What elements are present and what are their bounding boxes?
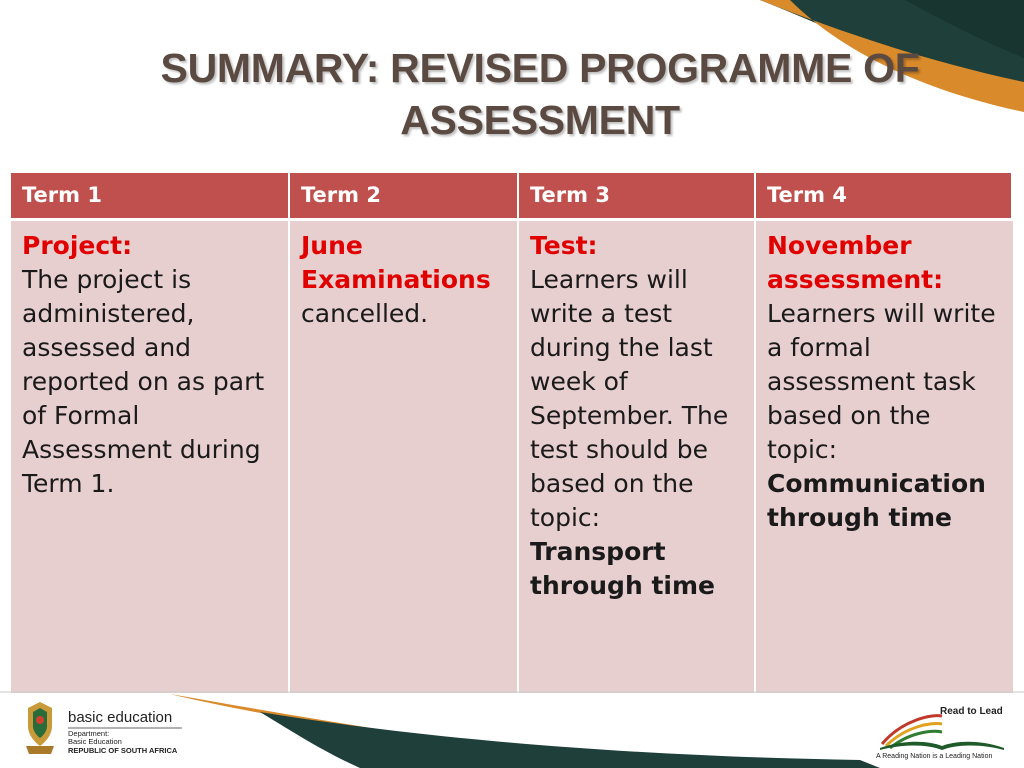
header-term-2: Term 2	[290, 173, 519, 221]
term-1-heading: Project:	[22, 231, 133, 260]
header-term-1: Term 1	[11, 173, 290, 221]
term-3-text: Learners will write a test during the last week of September. The test should be based on the topic:	[530, 265, 729, 532]
assessment-table	[11, 173, 1013, 693]
dbe-logo	[22, 700, 192, 758]
dbe-line-2: Basic Education	[68, 737, 122, 746]
cell-term-2	[290, 221, 519, 693]
term-1-text: The project is administered, assessed and reported on as part of Formal Assessment during Term 1.	[22, 265, 265, 498]
read-to-lead-tagline: A Reading Nation is a Leading Nation	[876, 753, 993, 760]
cell-term-4	[756, 221, 1013, 693]
term-2-heading: June Examinations	[301, 231, 491, 294]
read-to-lead-label: Read to Lead	[940, 706, 1003, 717]
term-3-topic: Transport through time	[530, 537, 715, 600]
term-4-heading: November assessment:	[767, 231, 944, 294]
read-to-lead-logo	[872, 700, 1012, 760]
term-4-text: Learners will write a formal assessment task based on the topic:	[767, 299, 996, 464]
open-book-icon	[880, 716, 1004, 750]
header-term-3: Term 3	[519, 173, 756, 221]
slide-title: SUMMARY: REVISED PROGRAMME OF ASSESSMENT	[160, 45, 920, 143]
dbe-line-1: Department:	[68, 729, 110, 738]
term-3-heading: Test:	[530, 231, 598, 260]
header-term-4: Term 4	[756, 173, 1013, 221]
dbe-line-3: REPUBLIC OF SOUTH AFRICA	[68, 746, 178, 755]
term-2-text: cancelled.	[301, 299, 429, 328]
cell-term-3	[519, 221, 756, 693]
coat-of-arms-icon	[26, 702, 54, 754]
cell-term-1	[11, 221, 290, 693]
term-4-topic: Communication through time	[767, 469, 986, 532]
dbe-name: basic education	[68, 709, 173, 726]
